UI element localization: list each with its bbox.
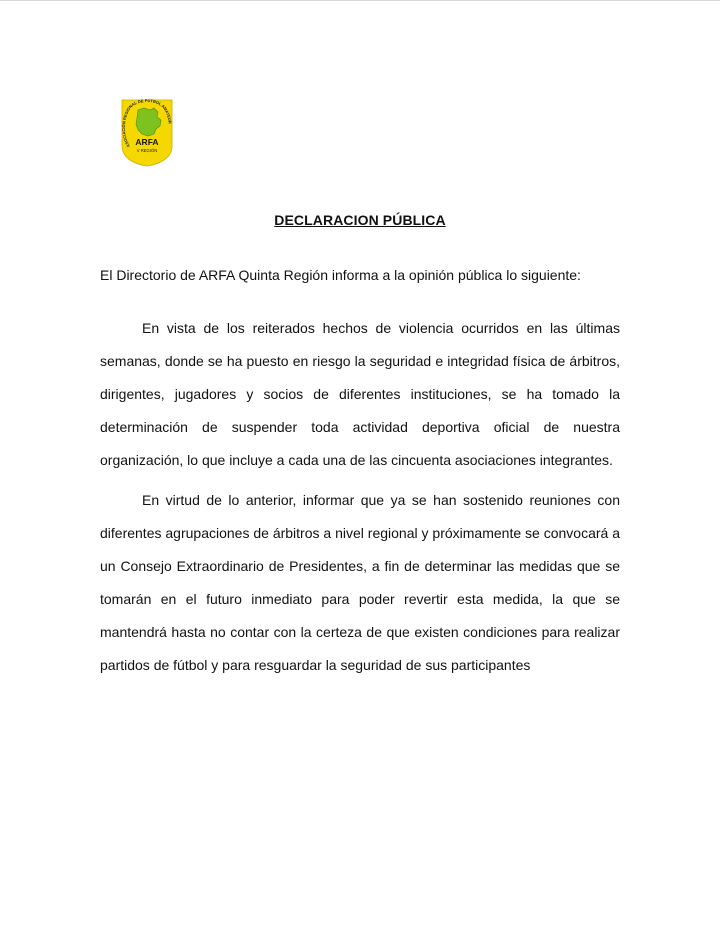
document-title: DECLARACION PÚBLICA (274, 212, 446, 228)
logo-name: ARFA (135, 137, 159, 147)
body-paragraph-1: En vista de los reiterados hechos de violencia ocurridos en las últimas semanas, donde se ha puesto en riesgo la seguridad e integridad física de árbitros, dirigentes, jugadores y socios de diferentes instituciones, se ha tomado la determinación de suspender toda actividad deportiva oficial de nuestra organización, lo que incluye a cada una de las cincuenta asociaciones integrantes. (100, 320, 620, 468)
intro-line: El Directorio de ARFA Quinta Región informa a la opinión pública lo siguiente: (100, 267, 581, 283)
logo-ring-text: ASOCIACIÓN REGIONAL DE FÚTBOL AMATEUR (120, 97, 173, 149)
body-paragraph-2: En virtud de lo anterior, informar que ya se han sostenido reuniones con diferentes agrupaciones de árbitros a nivel regional y próximamente se convocará a un Consejo Extraordinario de Presidentes, a fin de determinar las medidas que se tomarán en el futuro inmediato para poder revertir esta medida, la que se mantendrá hasta no contar con la certeza de que existen condiciones para realizar partidos de fútbol y para resguardar la seguridad de sus participantes (100, 492, 620, 673)
arfa-logo (118, 96, 176, 168)
logo-region: V REGIÓN (136, 148, 158, 153)
